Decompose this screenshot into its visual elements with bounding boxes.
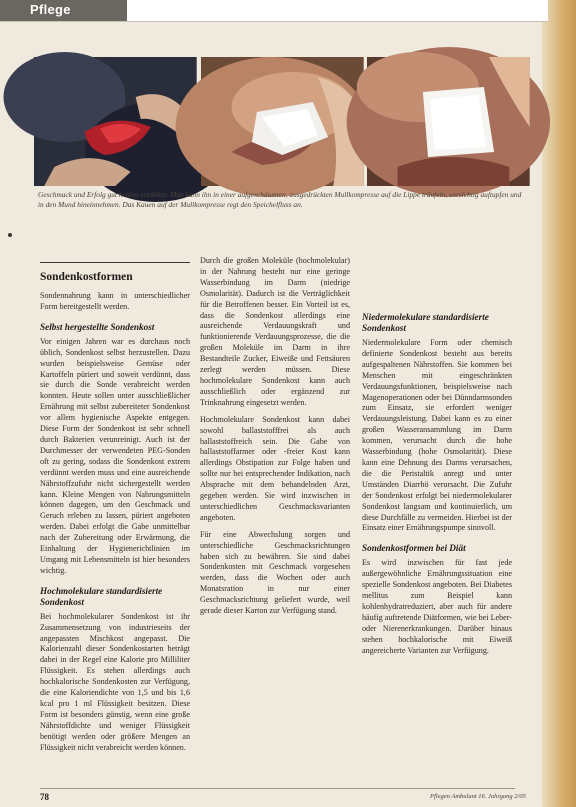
photo-strip [34,57,530,186]
photo-compress-lip [201,57,364,186]
heading-hochmolekular: Hochmolekulare standardisierte Sondenkost [40,585,163,607]
intro-paragraph: Sondennahrung kann in unterschiedlicher Form bereitgestellt werden. [40,291,190,311]
column-2 [200,256,350,616]
column-3 [362,252,512,654]
column-1 [40,262,190,752]
section-title: Pflege [30,2,71,17]
paragraph-selbst-hergestellt: Vor einigen Jahren war es durchaus noch üblich, Sondenkost selbst herzustellen. Dazu wurden beispielsweise Gemüse oder Kartoffeln püriert und soweit verdünnt, dass sie durch die Sonde verabreicht werden konnten. Heute sollen unter ausschließlicher Ernährung mit selbst zubereiteter Sondenkost vor allem hygienische Aspekte entgegen. Diese Form der Sondenkost ist sehr schnell durch Bakterien verunreinigt. Auch ist der Durchmesser der verwendeten PEG-Sonden oft zu gering, sodass die Sondenkost extrem verdünnt werden muss und eine ausreichende Nährstoffzufuhr nicht sichergestellt werden kann. Kleine Mengen von Nahrungsmitteln können dagegen, um den Geschmack und Geruch erleben zu lassen, püriert angeboten werden. Dabei erfolgt die Gabe unmittelbar nach der Zubereitung oder Erwärmung, die Einhaltung der Hygienerichtlinien im Umgang mit Lebensmitteln ist hier besonders wichtig. [40,336,190,575]
heading-diaet: Sondenkostformen bei Diät [362,543,466,554]
footer-source: Pflegen Ambulant 16. Jahrgang 2/05 [430,793,526,800]
footer-rule [40,788,515,789]
page-number: 78 [40,792,49,802]
paragraph-hochmolekular-1: Bei hochmolekularer Sondenkost ist ihr Zusammensetzung von industrieseits der angepassten Mischkost angepasst. Die Kalorienzahl dieser Sondenkostarten beträgt dabei in der Regel eine Kalorie pro Milliliter Flüssigkeit. Es stehen allerdings auch hochkalorische Sondenkosten zur Verfügung, die eine Kaloriendichte von 1,5 und bis 1,6 kcal pro 1 ml Flüssigkeit besitzen. Diese Form ist besonders günstig, wenn eine große Nährstoffdichte und weniger Flüssigkeit benötigt werden oder größere Mengen an Flüssigkeit nicht verabreicht werden können. [40,611,190,752]
article-title: Sondenkostformen [40,271,133,283]
paragraph-hochmolekular-2: Durch die großen Moleküle (hochmolekular) in der Nahrung besteht nur eine geringe Wasserbindung im Darm (niedrige Osmolarität). Dadurch ist die Verträglichkeit für die Betroffenen besser. Ein Vorteil ist es, dass die Sondenkost allerdings eine ausreichende Verdauungskraft und funktionierende Verdauungsprozesse, die die großen Moleküle im Darm in ihre Bestandteile Zucker, Eiweiße und Fettsäuren zerlegt werden müssen. Diese hochmolekulare Sondenkost kann auch ausschließlich oder ergänzend zur Trinknahrung eingesetzt werden. [200,256,350,407]
photo-caption: Geschmack und Erfolg gut heißen erzählen: Man kann ihn in einer aufgeschäumten, ausgedrückten Mullkompresse auf die Lippe träufeln, vorsichtig auftupfen und in den Mund hineinnehmen. Das Kauen auf der Mullkompresse regt den Speichelfluss an. [38,190,522,209]
paragraph-diaet: Es wird inzwischen für fast jede außergewöhnliche Ernährungssituation eine spezielle Sondenkost angeboten. Bei Diabetes mellitus zum Beispiel kann kohlenhydratreduziert, aber auch für andere häufig auftretende Diätformen, wie bei Leber- oder Nierenerkrankungen. Darüber hinaus stehen hochkalorische mit Eiweiß angereicherte Varianten zur Verfügung. [362,558,512,655]
heading-niedermolekular: Niedermolekulare standardisierte Sondenkost [362,312,489,333]
photo-compress-mouth [367,57,530,186]
margin-mark [8,233,12,237]
section-tab [0,0,127,21]
heading-selbst-hergestellt: Selbst hergestellte Sondenkost [40,321,155,332]
paragraph-hochmolekular-4: Für eine Abwechslung sorgen und unterschiedliche Geschmacksrichtungen haben sich zu bewähren. Sie sind dabei Sondenkosten mit Geschmack vorgesehen werden, dass die Wochen oder auch Monatsration in nur einer Geschmacksrichtung geliefert wurde, weil gerade dieser Karton zur Verfügung stand. [200,529,350,616]
photo-mouth-care [34,57,197,186]
header-bar [0,0,548,22]
paragraph-niedermolekular: Niedermolekulare Form oder chemisch definierte Sondenkost besteht aus bereits aufgespaltenen Nährstoffen. Sie kommen bei Menschen mit eingeschränkten Verdauungsfunktionen, beispielsweise nach Magenoperationen oder bei Dünndarmsonden zum Einsatz, sie erfordert weniger Verdauungsleistung. Dabei kann es zu einer großen Wasseransammlung im Darm kommen, verursacht durch die hohe Wasserbindung (hohe Osmolarität). Diese kann eine Dehnung des Darms verursachen, die die Peristaltik anregt und unter Umständen Diarrhö verursacht. Die Zufuhr der Sondenkost erfolgt bei niedermolekularer Sondenkost langsam und kontinuierlich, um diese Durchfälle zu vermeiden. Hierbei ist der Einsatz einer Ernährungspumpe sinnvoll. [362,338,512,533]
paragraph-hochmolekular-3: Hochmolekulare Sondenkost kann dabei sowohl ballaststofffrei als auch ballaststoffreich sein. Die Gabe von ballaststoffarmer oder -freier Kost kann allerdings Obstipation zur Folge haben und sollte nur bei entsprechender Indikation, nach Absprache mit dem behandelnden Arzt, gegeben werden. Sie wird inzwischen in unterschiedlichen Geschmacksvarianten angeboten. [200,414,350,522]
section-rule [40,262,190,263]
